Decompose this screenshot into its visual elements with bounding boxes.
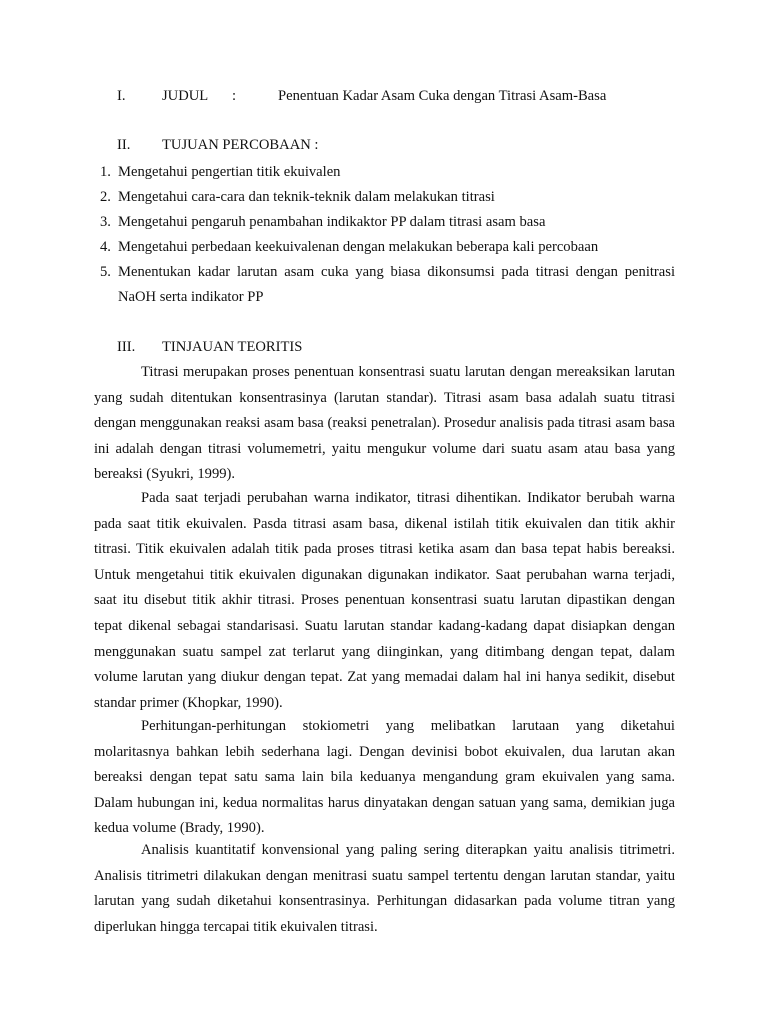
- list-item-text: Mengetahui perbedaan keekuivalenan dengan melakukan beberapa kali percobaan: [118, 238, 599, 255]
- section-3-heading: TINJAUAN TEORITIS: [162, 339, 303, 355]
- paragraph-2: Pada saat terjadi perubahan warna indikator, titrasi dihentikan. Indikator berubah warna pada saat titik ekuivalen. Pasda titrasi asam basa, dikenal istilah titik ekuivalen dan titik akhir titrasi. Titik ekuivalen adalah titik pada proses titrasi ketika asam dan basa tepat habis bereaksi. Untuk mengetahui titik ekuivalen digunakan digunakan indikator. Saat perubahan warna terjadi, saat itu disebut titik akhir titrasi. Proses penentuan konsentrasi suatu larutan dipastikan dengan tepat dikenal sebagai standarisasi. Suatu larutan standar kadang-kadang dapat disiapkan dengan menggunakan suatu sampel zat terlarut yang diinginkan, yang ditimbang dengan tepat, dalam volume larutan yang diukur dengan tepat. Zat yang memadai dalam hal ini hanya sedikit, disebut standar primer (Khopkar, 1990).: [94, 490, 675, 711]
- paragraph-3: Perhitungan-perhitungan stokiometri yang melibatkan larutaan yang diketahui molaritasnya bahkan lebih sederhana lagi. Dengan devinisi bobot ekuivalen, dua larutan akan bereaksi dengan tepat satu sama lain bila keduanya mengandung gram ekuivalen yang sama. Dalam hubungan ini, kedua normalitas harus dinyatakan dengan satuan yang sama, demikian juga kedua volume (Brady, 1990).: [94, 718, 675, 837]
- list-item-text: Mengetahui pengertian titik ekuivalen: [118, 164, 341, 180]
- section-1-colon: :: [232, 88, 237, 104]
- objectives-list: [94, 160, 675, 309]
- paragraph-1: Titrasi merupakan proses penentuan konsentrasi suatu larutan dengan mereaksikan larutan yang sudah ditentukan konsentrasinya (larutan standar). Titrasi asam basa adalah suatu titrasi dengan menggunakan reaksi asam basa (reaksi penetralan). Prosedur analisis pada titrasi asam basa ini adalah dengan titrasi volumemetri, yaitu mengukur volume dari suatu asam atau basa yang bereaksi (Syukri, 1999).: [94, 364, 675, 483]
- list-item-number: 4.: [100, 238, 111, 255]
- list-item-text: Mengetahui pengaruh penambahan indikaktor PP dalam titrasi asam basa: [118, 213, 546, 230]
- list-item-number: 2.: [100, 188, 111, 205]
- list-item-number: 1.: [100, 164, 111, 180]
- list-item-number: 3.: [100, 213, 111, 230]
- list-item-text: Mengetahui cara-cara dan teknik-teknik dalam melakukan titrasi: [118, 188, 495, 205]
- list-item-number: 5.: [100, 263, 111, 280]
- section-2-heading: TUJUAN PERCOBAAN :: [162, 137, 319, 153]
- section-1-label: JUDUL: [162, 88, 209, 104]
- section-2-number: II.: [117, 137, 131, 153]
- section-3-number: III.: [117, 339, 136, 355]
- list-item: [94, 260, 675, 310]
- paragraph-4: Analisis kuantitatif konvensional yang paling sering diterapkan yaitu analisis titrimetri. Analisis titrimetri dilakukan dengan menitrasi suatu sampel tertentu dengan larutan standar, yaitu larutan yang sudah diketahui konsentrasinya. Perhitungan didasarkan pada volume titran yang diperlukan hingga tercapai titik ekuivalen titrasi.: [94, 842, 675, 935]
- list-item: [94, 185, 675, 210]
- list-item-text: Menentukan kadar larutan asam cuka yang biasa dikonsumsi pada titrasi dengan penitrasi NaOH serta indikator PP: [118, 263, 675, 305]
- document-title: Penentuan Kadar Asam Cuka dengan Titrasi Asam-Basa: [278, 88, 607, 104]
- list-item: [94, 235, 675, 260]
- list-item: [94, 160, 675, 185]
- section-1-number: I.: [117, 88, 126, 104]
- list-item: [94, 210, 675, 235]
